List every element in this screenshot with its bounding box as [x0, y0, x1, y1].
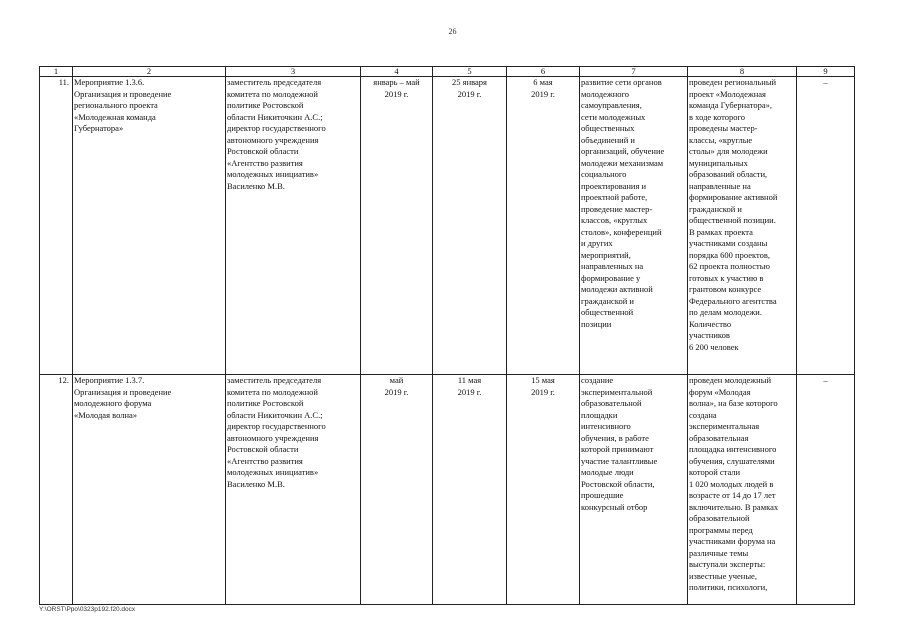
text-line: муниципальных: [689, 157, 748, 168]
row-number-cell: [40, 375, 73, 605]
text-line: столы» для молодежи: [689, 146, 768, 156]
text-line: «Молодежная команда: [74, 111, 156, 122]
text-line: области Никиточкин А.С.;: [227, 111, 323, 122]
text-line: общественной: [581, 307, 634, 317]
text-line: интенсивного: [581, 421, 631, 431]
responsible-cell: [226, 77, 361, 375]
text-line: создание: [581, 375, 614, 385]
text-line: молодежи механизмам: [581, 157, 664, 168]
text-line: 2019 г.: [531, 386, 555, 397]
text-line: по делам молодежи.: [689, 307, 762, 317]
responsible-cell: [226, 375, 361, 605]
text-line: возрасте от 14 до 17 лет: [689, 490, 776, 500]
text-line: программы перед: [689, 524, 753, 535]
text-line: 62 проекта полностью: [689, 261, 770, 271]
text-line: молодежных инициатив»: [227, 169, 319, 179]
text-line: которой стали: [689, 467, 741, 477]
text-line: грантовом конкурсе: [689, 284, 762, 294]
text-line: волна», на базе которого: [689, 398, 778, 408]
column-number: 3: [226, 67, 361, 77]
text-line: образовательная: [689, 432, 749, 443]
text-line: столов», конференций: [581, 226, 662, 237]
column-number: 6: [507, 67, 580, 77]
text-line: Василенко М.В.: [227, 180, 285, 191]
text-line: Ростовской области,: [581, 478, 655, 489]
text-line: социального: [581, 169, 627, 179]
text-line: Количество: [689, 318, 732, 329]
text-line: формирование активной: [689, 192, 778, 202]
text-line: 2019 г.: [457, 386, 482, 397]
text-line: включительно. В рамках: [689, 501, 779, 512]
text-line: май: [389, 375, 404, 385]
text-line: направленные на: [689, 180, 751, 191]
text-line: выступали эксперты:: [689, 559, 766, 569]
text-line: известные ученые,: [689, 570, 757, 581]
text-line: заместитель председателя: [227, 375, 322, 385]
text-line: позиции: [581, 318, 612, 329]
text-line: Организация и проведение: [74, 386, 172, 397]
text-line: автономного учреждения: [227, 134, 319, 145]
text-line: 6 мая: [533, 77, 553, 87]
text-line: Организация и проведение: [74, 88, 172, 99]
text-line: директор государственного: [227, 123, 326, 133]
text-line: готовых к участию в: [689, 272, 764, 283]
text-line: общественной позиции.: [689, 215, 776, 225]
text-line: классов, «круглых: [581, 215, 648, 225]
text-line: 25 января: [452, 77, 487, 87]
text-line: форум «Молодая: [689, 386, 751, 397]
text-line: образовательной: [581, 398, 642, 408]
text-line: площадка интенсивного: [689, 444, 777, 454]
period-cell: [361, 375, 433, 605]
text-line: конкурсный отбор: [581, 501, 648, 512]
text-line: обучения, в работе: [581, 432, 649, 443]
row-number: 12.: [58, 375, 69, 385]
text-line: политике Ростовской: [227, 398, 304, 408]
row-number: 11.: [58, 77, 69, 87]
text-line: молодежного: [581, 88, 630, 99]
text-line: В рамках проекта: [689, 226, 753, 237]
text-line: команда Губернатора»,: [689, 100, 772, 110]
text-line: образовательной: [689, 513, 750, 523]
text-line: гражданской и: [689, 203, 742, 214]
text-line: участников: [689, 330, 730, 340]
event-cell: [73, 375, 226, 605]
row-number-cell: [40, 77, 73, 375]
actual-result-cell: [688, 77, 797, 375]
note-text: –: [823, 375, 828, 385]
page-number: 26: [448, 27, 457, 36]
planned-result-cell: [580, 375, 688, 605]
column-number-row: [40, 67, 855, 77]
text-line: Ростовской области: [227, 444, 299, 454]
text-line: регионального проекта: [74, 100, 158, 110]
text-line: обучения, слушателями: [689, 455, 775, 466]
text-line: развитие сети органов: [581, 77, 662, 87]
text-line: автономного учреждения: [227, 432, 319, 443]
text-line: Мероприятие 1.3.6.: [74, 77, 145, 87]
text-line: молодежи активной: [581, 284, 653, 294]
report-table: [39, 66, 855, 605]
text-line: области Никиточкин А.С.;: [227, 409, 323, 420]
text-line: создана: [689, 409, 717, 420]
text-line: Губернатора»: [74, 123, 124, 133]
text-line: направленных на: [581, 261, 644, 271]
column-number: 5: [433, 67, 507, 77]
text-line: организаций, обучение: [581, 146, 665, 156]
end-date-cell: [507, 375, 580, 605]
text-line: проведен молодежный: [689, 375, 771, 385]
text-line: директор государственного: [227, 421, 326, 431]
text-line: участниками созданы: [689, 238, 768, 248]
text-line: общественных: [581, 123, 635, 133]
column-number: 4: [361, 67, 433, 77]
table-row: [40, 375, 855, 605]
start-date-cell: [433, 375, 507, 605]
text-line: и других: [581, 238, 613, 248]
text-line: 2019 г.: [531, 88, 555, 99]
column-number: 2: [73, 67, 226, 77]
text-line: которой принимают: [581, 444, 654, 454]
text-line: объединений и: [581, 134, 635, 145]
text-line: 2019 г.: [384, 386, 409, 397]
text-line: экспериментальная: [689, 421, 760, 431]
text-line: молодежных инициатив»: [227, 467, 319, 477]
text-line: 6 200 человек: [689, 341, 739, 352]
actual-result-cell: [688, 375, 797, 605]
text-line: различные темы: [689, 547, 749, 558]
end-date-cell: [507, 77, 580, 375]
text-line: комитета по молодежной: [227, 88, 318, 99]
text-line: формирование у: [581, 272, 641, 283]
text-line: комитета по молодежной: [227, 386, 318, 397]
planned-result-cell: [580, 77, 688, 375]
text-line: в ходе которого: [689, 111, 746, 122]
text-line: «Агентство развития: [227, 455, 303, 466]
text-line: Федерального агентства: [689, 295, 777, 306]
text-line: участие талантливые: [581, 455, 658, 466]
column-number: 9: [797, 67, 855, 77]
table-row: [40, 77, 855, 375]
text-line: январь – май: [373, 77, 420, 87]
text-line: проектной работе,: [581, 192, 648, 202]
text-line: гражданской и: [581, 295, 634, 306]
text-line: проектирования и: [581, 180, 647, 191]
text-line: образований области,: [689, 169, 768, 179]
text-line: молодежного форума: [74, 398, 152, 408]
text-line: сети молодежных: [581, 111, 646, 122]
note-cell: [797, 375, 855, 605]
text-line: 2019 г.: [457, 88, 482, 99]
text-line: 1 020 молодых людей в: [689, 478, 774, 489]
note-text: –: [823, 77, 828, 87]
column-number: 7: [580, 67, 688, 77]
text-line: проведен региональный: [689, 77, 777, 87]
text-line: политике Ростовской: [227, 100, 304, 110]
text-line: проведение мастер-: [581, 203, 653, 214]
start-date-cell: [433, 77, 507, 375]
text-line: «Молодая волна»: [74, 409, 138, 420]
period-cell: [361, 77, 433, 375]
text-line: Ростовской области: [227, 146, 299, 156]
text-line: самоуправления,: [581, 100, 642, 110]
text-line: 15 мая: [531, 375, 555, 385]
text-line: 2019 г.: [384, 88, 409, 99]
text-line: прошедшие: [581, 490, 624, 500]
text-line: порядка 600 проектов,: [689, 249, 770, 260]
text-line: проект «Молодежная: [689, 88, 766, 99]
text-line: классы, «круглые: [689, 134, 753, 145]
text-line: мероприятий,: [581, 249, 631, 260]
event-cell: [73, 77, 226, 375]
text-line: политики, психологи,: [689, 582, 768, 592]
text-line: молодые люди: [581, 467, 634, 477]
text-line: экспериментальной: [581, 386, 653, 397]
text-line: «Агентство развития: [227, 157, 303, 168]
column-number: 8: [688, 67, 797, 77]
note-cell: [797, 77, 855, 375]
text-line: участниками форума на: [689, 536, 776, 546]
document-path-footer: Y:\ORST\Ppo\0323p192.f20.docx: [39, 606, 136, 613]
text-line: Василенко М.В.: [227, 478, 285, 489]
text-line: площадки: [581, 409, 618, 420]
text-line: 11 мая: [457, 375, 482, 385]
text-line: проведены мастер-: [689, 123, 758, 133]
text-line: Мероприятие 1.3.7.: [74, 375, 145, 385]
column-number: 1: [40, 67, 73, 77]
text-line: заместитель председателя: [227, 77, 322, 87]
